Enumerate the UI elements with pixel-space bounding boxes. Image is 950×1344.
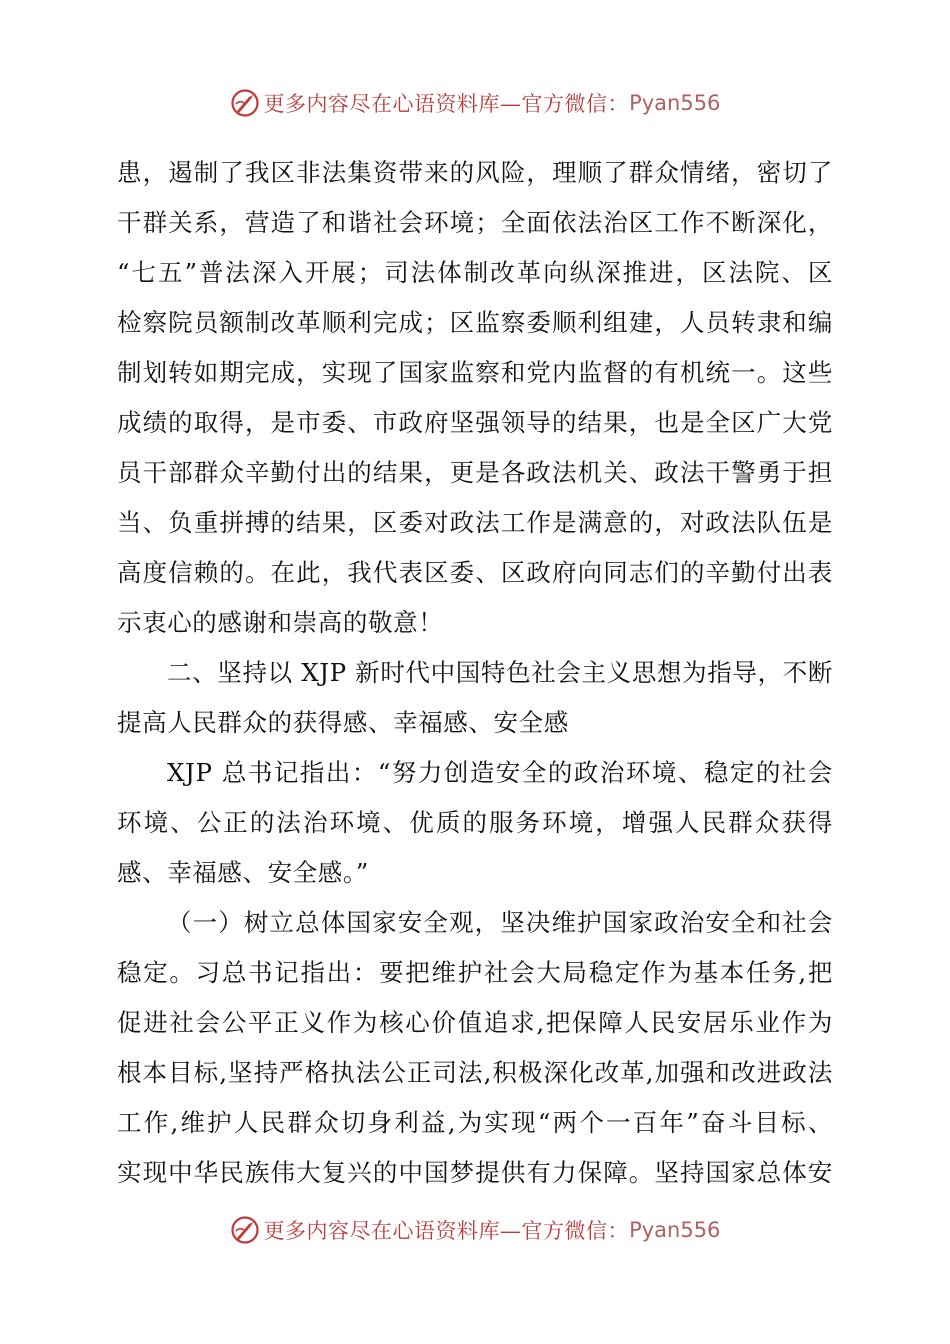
body-line: 根本目标,坚持严格执法公正司法,积极深化改革,加强和改进政法 <box>117 1058 833 1087</box>
body-line: XJP 总书记指出：“努力创造安全的政治环境、稳定的社会 <box>167 758 833 787</box>
body-line: 员干部群众辛勤付出的结果，更是各政法机关、政法干警勇于担 <box>117 458 833 487</box>
body-line: “七五”普法深入开展；司法体制改革向纵深推进，区法院、区 <box>117 258 833 287</box>
body-line: 当、负重拼搏的结果，区委对政法工作是满意的，对政法队伍是 <box>117 508 833 537</box>
section-heading-line: 二、坚持以 XJP 新时代中国特色社会主义思想为指导，不断 <box>167 658 833 687</box>
body-line: 工作,维护人民群众切身利益,为实现“两个一百年”奋斗目标、 <box>117 1108 833 1137</box>
footer-banner-wechat: Pyan556 <box>629 1218 721 1242</box>
body-line: 检察院员额制改革顺利完成；区监察委顺利组建，人员转隶和编 <box>117 308 833 337</box>
section-heading-line: 提高人民群众的获得感、幸福感、安全感 <box>117 708 569 737</box>
body-line: 实现中华民族伟大复兴的中国梦提供有力保障。坚持国家总体安 <box>117 1158 833 1187</box>
body-line: 促进社会公平正义作为核心价值追求,把保障人民安居乐业作为 <box>117 1008 833 1037</box>
header-banner-wechat: Pyan556 <box>629 91 721 115</box>
body-line: 稳定。习总书记指出：要把维护社会大局稳定作为基本任务,把 <box>117 958 833 987</box>
subsection-heading-line: （一）树立总体国家安全观，坚决维护国家政治安全和社会 <box>167 908 833 937</box>
body-line: 示衷心的感谢和崇高的敬意！ <box>117 608 444 637</box>
header-banner <box>0 83 950 123</box>
body-line: 高度信赖的。在此，我代表区委、区政府向同志们的辛勤付出表 <box>117 558 833 587</box>
document-body <box>117 148 833 1198</box>
footer-banner <box>0 1210 950 1250</box>
body-line: 成绩的取得，是市委、市政府坚强领导的结果，也是全区广大党 <box>117 408 833 437</box>
header-banner-text: 更多内容尽在心语资料库—官方微信： <box>263 92 630 116</box>
body-line: 感、幸福感、安全感。” <box>117 858 369 887</box>
footer-banner-text: 更多内容尽在心语资料库—官方微信： <box>263 1219 630 1243</box>
pen-nib-logo-icon <box>230 88 260 118</box>
body-line: 干群关系，营造了和谐社会环境；全面依法治区工作不断深化， <box>117 208 833 237</box>
body-line: 制划转如期完成，实现了国家监察和党内监督的有机统一。这些 <box>117 358 833 387</box>
pen-nib-logo-icon <box>230 1215 260 1245</box>
body-line: 患，遏制了我区非法集资带来的风险，理顺了群众情绪，密切了 <box>117 158 833 187</box>
body-line: 环境、公正的法治环境、优质的服务环境，增强人民群众获得 <box>117 808 833 837</box>
